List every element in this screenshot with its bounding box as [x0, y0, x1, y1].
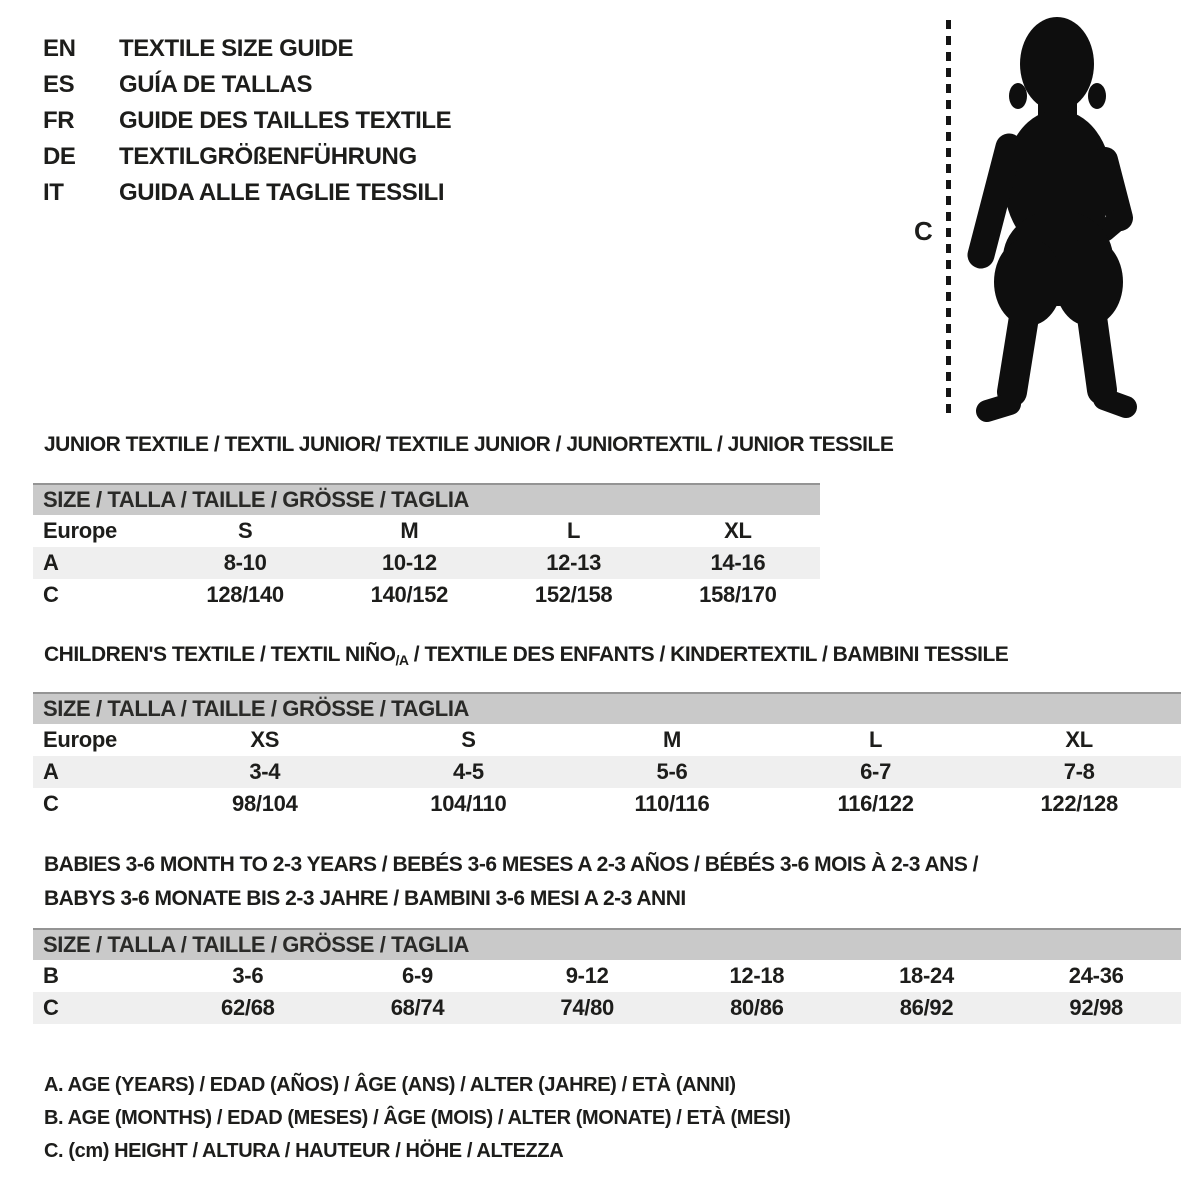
table-row-months: [33, 960, 1181, 992]
height-measure-dashed-line: [946, 20, 951, 414]
row-label: C: [43, 995, 59, 1020]
height-cell: 116/122: [837, 791, 914, 816]
age-cell: 10-12: [381, 550, 437, 575]
size-cell: M: [400, 518, 419, 543]
babies-section-heading-line1: BABIES 3-6 MONTH TO 2-3 YEARS / BEBÉS 3-6 MESES A 2-3 AÑOS / BÉBÉS 3-6 MOIS À 2-3 ANS /: [44, 853, 979, 876]
legend-height-cm: C. (cm) HEIGHT / ALTURA / HAUTEUR / HÖHE / ALTEZZA: [44, 1140, 564, 1162]
size-table-header: SIZE / TALLA / TAILLE / GRÖSSE / TAGLIA: [33, 692, 1181, 724]
guide-title-fr: GUIDE DES TAILLES TEXTILE: [119, 107, 452, 134]
height-cell: 158/170: [699, 582, 777, 607]
language-code: DE: [43, 143, 76, 170]
age-cell: 7-8: [1063, 759, 1095, 784]
language-code: FR: [43, 107, 75, 134]
children-heading-sub: /A: [395, 652, 409, 668]
row-label: A: [43, 550, 59, 575]
row-label: Europe: [43, 518, 117, 543]
height-cell: 104/110: [430, 791, 507, 816]
guide-title-it: GUIDA ALLE TAGLIE TESSILI: [119, 179, 445, 206]
height-cell: 68/74: [390, 995, 445, 1020]
size-cell: XL: [724, 518, 752, 543]
age-cell: 6-7: [860, 759, 892, 784]
age-cell: 14-16: [710, 550, 766, 575]
row-label: Europe: [43, 727, 117, 752]
months-cell: 12-18: [729, 963, 785, 988]
table-row-age: [33, 547, 820, 579]
language-row-en: [43, 31, 451, 67]
height-cell: 110/116: [634, 791, 710, 816]
size-cell: M: [662, 727, 681, 752]
size-cell: XS: [250, 727, 280, 752]
guide-title-en: TEXTILE SIZE GUIDE: [119, 35, 354, 62]
table-row-europe: [33, 724, 1181, 756]
table-row-europe: [33, 515, 820, 547]
guide-title-es: GUÍA DE TALLAS: [119, 71, 313, 98]
size-cell: L: [869, 727, 883, 752]
months-cell: 3-6: [232, 963, 264, 988]
language-code: EN: [43, 35, 76, 62]
table-row-height: [33, 992, 1181, 1024]
children-heading-rest: / TEXTILE DES ENFANTS / KINDERTEXTIL / BAMBINI TESSILE: [408, 643, 1009, 666]
toddler-silhouette-icon: [960, 12, 1155, 425]
guide-title-de: TEXTILGRÖßENFÜHRUNG: [119, 143, 417, 170]
height-cell: 122/128: [1040, 791, 1118, 816]
months-cell: 18-24: [899, 963, 954, 988]
legend-age-months: B. AGE (MONTHS) / EDAD (MESES) / ÂGE (MOIS) / ALTER (MONATE) / ETÀ (MESI): [44, 1107, 791, 1129]
language-title-list: [43, 31, 451, 211]
row-label: C: [43, 791, 59, 816]
months-cell: 9-12: [565, 963, 609, 988]
table-row-height: [33, 788, 1181, 820]
row-label: B: [43, 963, 59, 988]
legend-age-years: A. AGE (YEARS) / EDAD (AÑOS) / ÂGE (ANS) / ALTER (JAHRE) / ETÀ (ANNI): [44, 1074, 736, 1096]
table-row-age: [33, 756, 1181, 788]
height-cell: 74/80: [560, 995, 614, 1020]
height-cell: 80/86: [730, 995, 784, 1020]
size-cell: L: [567, 518, 581, 543]
age-cell: 8-10: [223, 550, 267, 575]
babies-size-table: [33, 928, 1181, 1024]
months-cell: 24-36: [1068, 963, 1124, 988]
age-cell: 3-4: [249, 759, 281, 784]
language-code: ES: [43, 71, 75, 98]
language-row-fr: [43, 103, 451, 139]
size-cell: XL: [1065, 727, 1093, 752]
language-row-es: [43, 67, 451, 103]
age-cell: 5-6: [656, 759, 688, 784]
language-row-it: [43, 175, 451, 211]
table-row-height: [33, 579, 820, 611]
row-label: C: [43, 582, 59, 607]
row-label: A: [43, 759, 59, 784]
height-cell: 92/98: [1069, 995, 1123, 1020]
size-table-header: SIZE / TALLA / TAILLE / GRÖSSE / TAGLIA: [33, 928, 1181, 960]
babies-section-heading-line2: BABYS 3-6 MONATE BIS 2-3 JAHRE / BAMBINI 3-6 MESI A 2-3 ANNI: [44, 887, 686, 910]
junior-size-table: [33, 483, 820, 611]
height-cell: 128/140: [206, 582, 284, 607]
height-cell: 62/68: [221, 995, 275, 1020]
height-cell: 140/152: [370, 582, 449, 607]
months-cell: 6-9: [402, 963, 433, 988]
children-section-heading: [44, 643, 1008, 667]
height-cell: 86/92: [899, 995, 954, 1020]
size-table-header: SIZE / TALLA / TAILLE / GRÖSSE / TAGLIA: [33, 483, 820, 515]
height-cell: 98/104: [232, 791, 298, 816]
age-cell: 12-13: [546, 550, 602, 575]
junior-section-heading: JUNIOR TEXTILE / TEXTIL JUNIOR/ TEXTILE JUNIOR / JUNIORTEXTIL / JUNIOR TESSILE: [44, 433, 894, 456]
children-size-table: [33, 692, 1181, 820]
children-heading-main: CHILDREN'S TEXTILE / TEXTIL NIÑO: [44, 643, 396, 666]
language-code: IT: [43, 179, 64, 206]
language-row-de: [43, 139, 451, 175]
height-measure-label: C: [914, 216, 933, 246]
height-cell: 152/158: [534, 582, 613, 607]
age-cell: 4-5: [452, 759, 484, 784]
size-cell: S: [237, 518, 253, 543]
size-cell: S: [461, 727, 476, 752]
